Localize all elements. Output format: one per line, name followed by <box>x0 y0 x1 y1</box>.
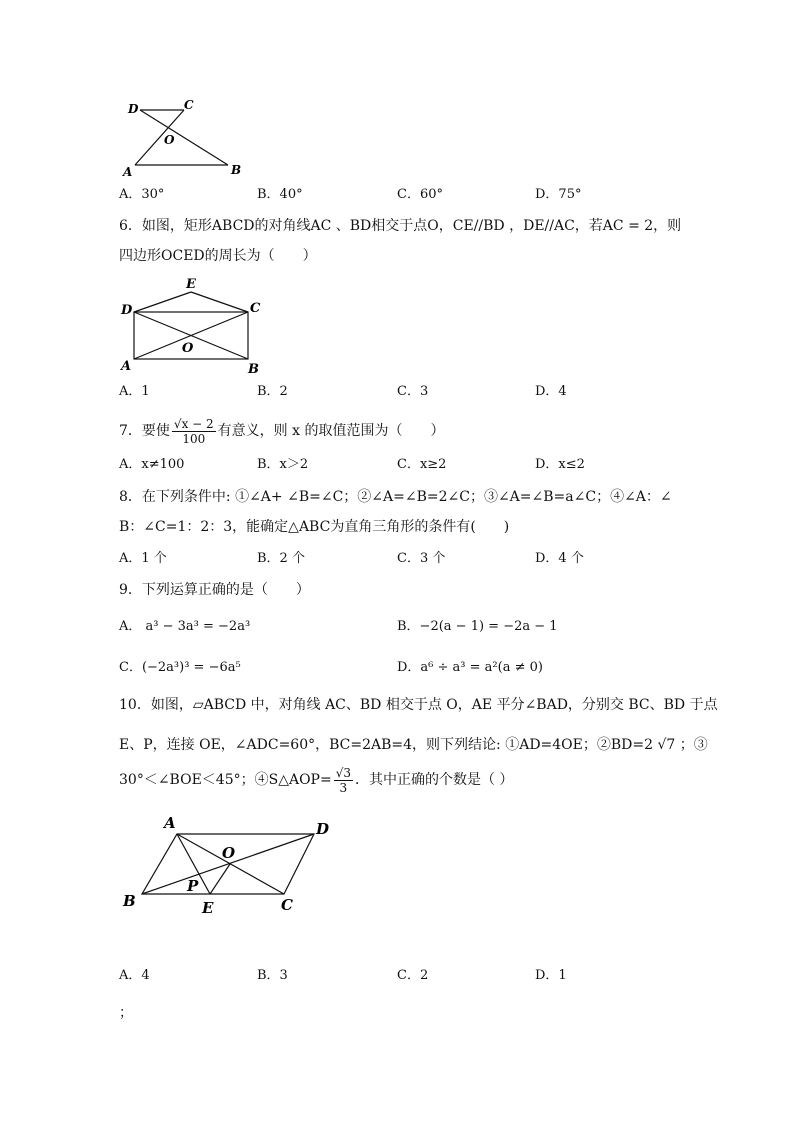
label-d: D <box>121 303 133 318</box>
q9-question: 9．下列运算正确的是（ ） <box>119 582 310 598</box>
option-b[interactable]: B．2 <box>257 384 288 399</box>
label-b: B <box>248 362 259 377</box>
label-d: D <box>128 102 139 116</box>
option-a[interactable]: A．1 <box>119 384 150 399</box>
option-a[interactable]: A． a³ − 3a³ = −2a³ <box>119 619 251 634</box>
option-a[interactable]: A．30° <box>119 187 165 202</box>
option-a[interactable]: A．x≠100 <box>119 457 185 472</box>
label-o: O <box>222 844 236 862</box>
label-a: A <box>164 814 176 832</box>
q10-frac-denominator: 3 <box>339 780 348 795</box>
option-d[interactable]: D．4 <box>535 384 567 399</box>
label-c: C <box>184 98 194 112</box>
option-a[interactable]: A．4 <box>119 968 150 983</box>
label-o: O <box>164 133 175 147</box>
label-c: C <box>281 896 293 914</box>
label-c: C <box>250 301 261 316</box>
label-e: E <box>202 899 214 917</box>
label-p: P <box>187 877 199 895</box>
option-d[interactable]: D．x≤2 <box>535 457 585 472</box>
q6-line2: 四边形OCED的周长为（ ） <box>119 248 317 264</box>
option-c[interactable]: C．60° <box>397 187 443 202</box>
q8-line1: 8．在下列条件中: ①∠A+ ∠B=∠C；②∠A=∠B=2∠C；③∠A=∠B=a∠C；④∠A：∠ <box>119 489 672 505</box>
q7-numerator: √x − 2 <box>173 416 214 431</box>
label-b: B <box>123 892 136 910</box>
option-c[interactable]: C．(−2a³)³ = −6a⁵ <box>119 660 241 675</box>
label-e: E <box>186 277 196 292</box>
q10-line3-start: 30°＜∠BOE＜45°；④S△AOP= <box>119 772 332 788</box>
label-d: D <box>316 820 330 838</box>
option-d[interactable]: D．a⁶ ÷ a³ = a²(a ≠ 0) <box>397 660 543 675</box>
option-c[interactable]: C．3 <box>397 384 429 399</box>
label-a: A <box>121 359 132 374</box>
q10-line3-end: ．其中正确的个数是（ ） <box>354 772 514 788</box>
q8-line2: B：∠C=1：2：3，能确定△ABC为直角三角形的条件有( ) <box>119 519 510 535</box>
q7-prefix: 7．要使 <box>119 423 170 439</box>
option-b[interactable]: B．x＞2 <box>257 457 309 472</box>
option-c[interactable]: C．2 <box>397 968 429 983</box>
q6-line1: 6．如图，矩形ABCD的对角线AC 、BD相交于点O，CE//BD ，DE//AC，若AC = 2，则 <box>119 218 682 234</box>
q7-line <box>119 414 444 448</box>
q7-fraction <box>172 417 216 446</box>
option-d[interactable]: D．4 个 <box>535 551 584 566</box>
segment-ca <box>135 110 184 165</box>
figure-q5 <box>118 95 258 180</box>
figure-q6 <box>118 272 268 377</box>
segment-ec <box>191 292 248 312</box>
segment-oe <box>210 864 230 894</box>
q7-denominator: 100 <box>182 431 206 446</box>
q10-line2: E、P，连接 OE，∠ADC=60°，BC=2AB=4，则下列结论: ①AD=4OE；②BD=2 √7 ；③ <box>119 737 708 753</box>
option-d[interactable]: D．75° <box>535 187 582 202</box>
option-c[interactable]: C．3 个 <box>397 551 446 566</box>
option-b[interactable]: B．2 个 <box>257 551 305 566</box>
q10-line1: 10．如图，▱ABCD 中，对角线 AC、BD 相交于点 O，AE 平分∠BAD，分别交 BC、BD 于点 <box>119 697 718 713</box>
label-a: A <box>123 165 133 179</box>
segment-de <box>134 292 191 312</box>
q7-suffix: 有意义，则 x 的取值范围为（ ） <box>217 423 445 439</box>
figure-q10 <box>118 812 343 917</box>
q10-line3 <box>119 762 513 798</box>
option-b[interactable]: B．40° <box>257 187 303 202</box>
label-o: O <box>182 341 194 356</box>
label-b: B <box>231 163 242 177</box>
option-b[interactable]: B．−2(a − 1) = −2a − 1 <box>397 619 558 634</box>
q10-fraction <box>334 766 353 795</box>
q10-frac-numerator: √3 <box>335 765 351 780</box>
option-c[interactable]: C．x≥2 <box>397 457 447 472</box>
option-b[interactable]: B．3 <box>257 968 288 983</box>
option-d[interactable]: D．1 <box>535 968 567 983</box>
segment-db <box>140 110 228 165</box>
trailing-semicolon: ； <box>119 1005 133 1021</box>
option-a[interactable]: A．1 个 <box>119 551 167 566</box>
